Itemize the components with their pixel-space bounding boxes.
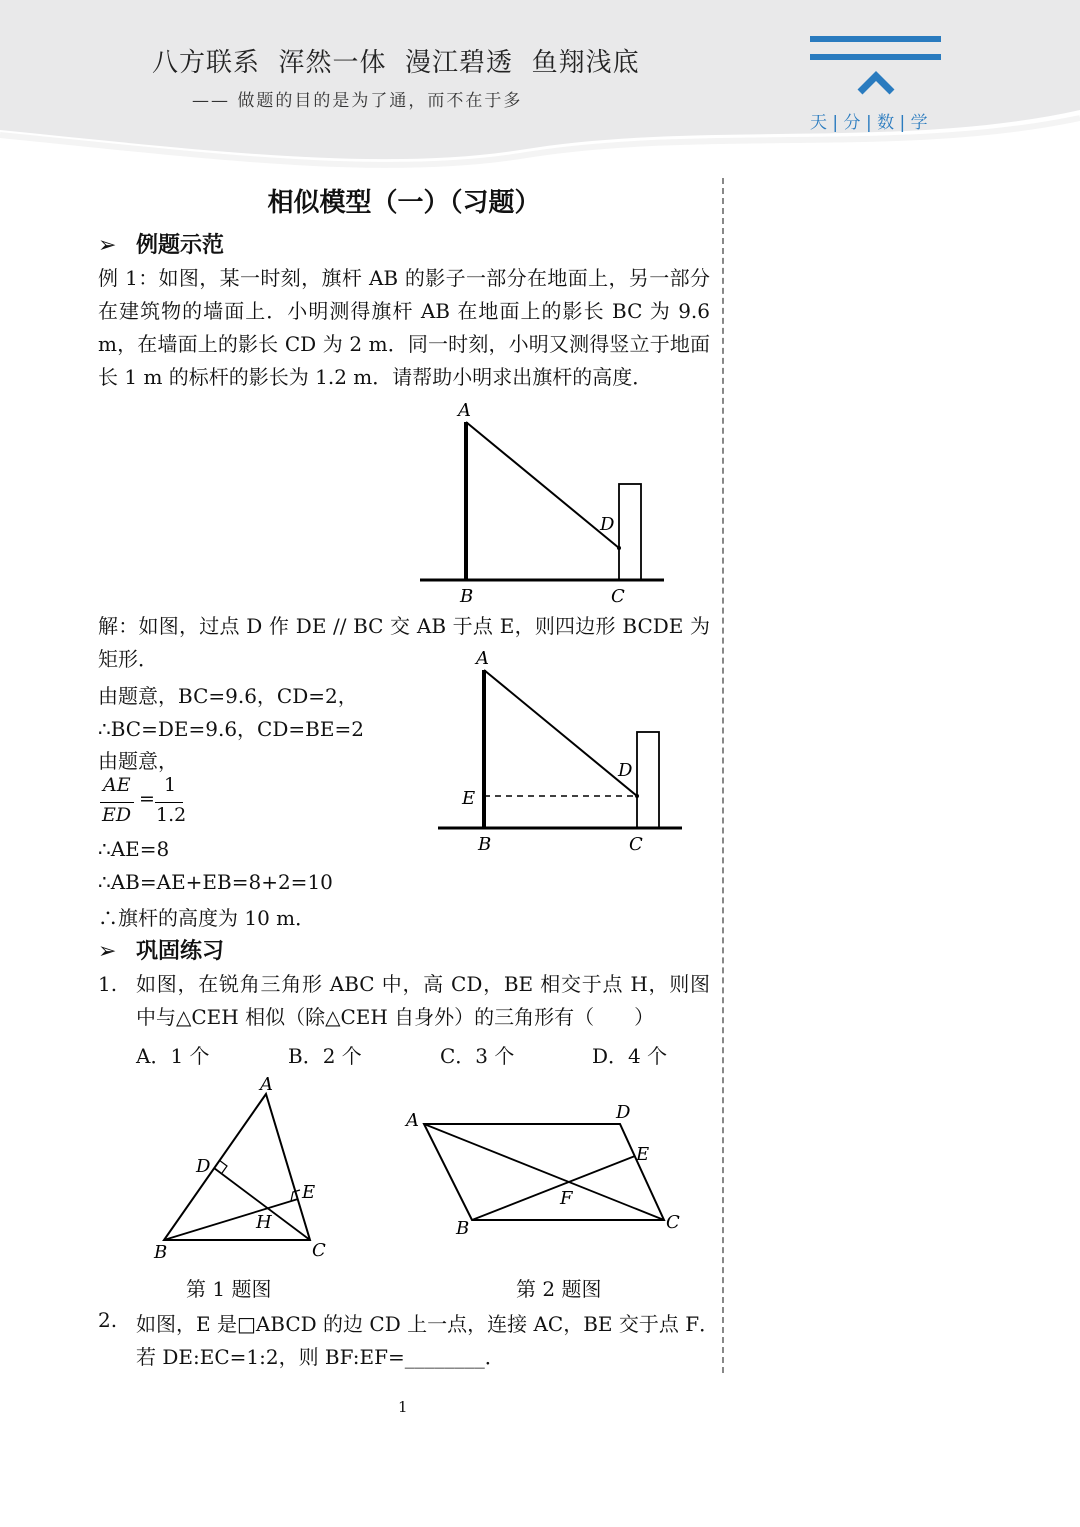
fig-label-B: B (154, 1242, 168, 1263)
q2-line-1: 如图，E 是□ABCD 的边 CD 上一点，连接 AC，BE 交于点 F． (136, 1312, 720, 1336)
fig-label-E: E (636, 1144, 650, 1165)
example-1-text: 例 1：如图，某一时刻，旗杆 AB 的影子一部分在地面上，另一部分在建筑物的墙面上．小明测得旗杆 AB 在地面上的影长 BC 为 9.6 m，在墙面上的影长 CD 为 2 m．同一时刻，小明又测得竖立于地面长 1 m 的标杆的影长为 1.2 m．请帮助小明求出旗杆的高度． (98, 266, 710, 389)
solution-line-3: 由题意， (98, 749, 178, 773)
fig-label-B: B (478, 834, 492, 855)
section-practice-heading: ➢ 巩固练习 (98, 939, 225, 964)
fig-label-A: A (476, 648, 489, 669)
solution-line-1: 由题意，BC=9.6，CD=2， (98, 684, 358, 708)
q2-line-2: 若 DE:EC=1:2，则 BF:EF=________． (136, 1345, 505, 1369)
header-sub-motto: —— 做题的目的是为了通，而不在于多 (192, 91, 523, 111)
solution-fraction (98, 774, 198, 832)
q1-number: 1. (98, 972, 118, 996)
q1-figure-caption: 第 1 题图 (186, 1277, 272, 1301)
fig-label-C: C (611, 586, 625, 607)
fig-label-B: B (456, 1218, 470, 1239)
q1-figure (150, 1076, 340, 1272)
fraction-left-denominator: ED (102, 804, 132, 826)
logo-text: 天 | 分 | 数 | 学 (810, 113, 928, 133)
page-title: 相似模型（一）（习题） (267, 188, 541, 218)
fig-label-A: A (406, 1110, 419, 1131)
q1-option-b: B．2 个 (288, 1044, 362, 1068)
solution-intro: 解：如图，过点 D 作 DE // BC 交 AB 于点 E，则四边形 BCDE 为矩形． (98, 614, 710, 671)
fig-label-E: E (462, 788, 476, 809)
fig-label-H: H (256, 1212, 272, 1233)
arrow-bullet-icon: ➢ (98, 939, 117, 964)
solution-line-6: ∴旗杆的高度为 10 m． (98, 906, 316, 930)
arrow-bullet-icon: ➢ (98, 233, 117, 258)
q1-text: 如图，在锐角三角形 ABC 中，高 CD，BE 相交于点 H，则图中与△CEH 相似（除△CEH 自身外）的三角形有（ ） (136, 972, 710, 1029)
solution-line-2: ∴BC=DE=9.6，CD=BE=2 (98, 717, 364, 741)
example-1-figure (416, 398, 668, 610)
solution-figure (434, 648, 686, 860)
fig-label-C: C (666, 1212, 680, 1233)
q2-figure (400, 1102, 690, 1239)
fig-label-A: A (260, 1074, 273, 1095)
fig-label-C: C (629, 834, 643, 855)
fraction-equals: = (139, 788, 155, 810)
header-motto: 八方联系 浑然一体 漫江碧透 鱼翔浅底 (152, 48, 640, 78)
fig-label-D: D (616, 1102, 631, 1123)
fraction-bar-left (100, 802, 134, 803)
fig-label-C: C (312, 1240, 326, 1261)
q1-option-a: A．1 个 (136, 1044, 210, 1068)
fraction-right-numerator: 1 (164, 774, 177, 796)
fraction-left-numerator: AE (103, 774, 131, 796)
fraction-bar-right (155, 802, 183, 803)
q1-option-c: C．3 个 (440, 1044, 515, 1068)
fig-label-D: D (618, 760, 633, 781)
page-number: 1 (398, 1398, 408, 1416)
solution-line-5: ∴AB=AE+EB=8+2=10 (98, 870, 333, 894)
fig-label-D: D (196, 1156, 211, 1177)
fig-label-E: E (302, 1182, 316, 1203)
q2-figure-caption: 第 2 题图 (516, 1277, 602, 1301)
q1-option-d: D．4 个 (592, 1044, 668, 1068)
fraction-right-denominator: 1.2 (156, 804, 187, 826)
fig-label-B: B (460, 586, 474, 607)
fig-label-D: D (600, 514, 615, 535)
column-divider (722, 178, 724, 1373)
q2-number: 2. (98, 1308, 118, 1332)
fig-label-F: F (560, 1188, 573, 1209)
fig-label-A: A (458, 400, 471, 421)
solution-line-4: ∴AE=8 (98, 837, 170, 861)
section-example-heading: ➢ 例题示范 (98, 233, 225, 258)
